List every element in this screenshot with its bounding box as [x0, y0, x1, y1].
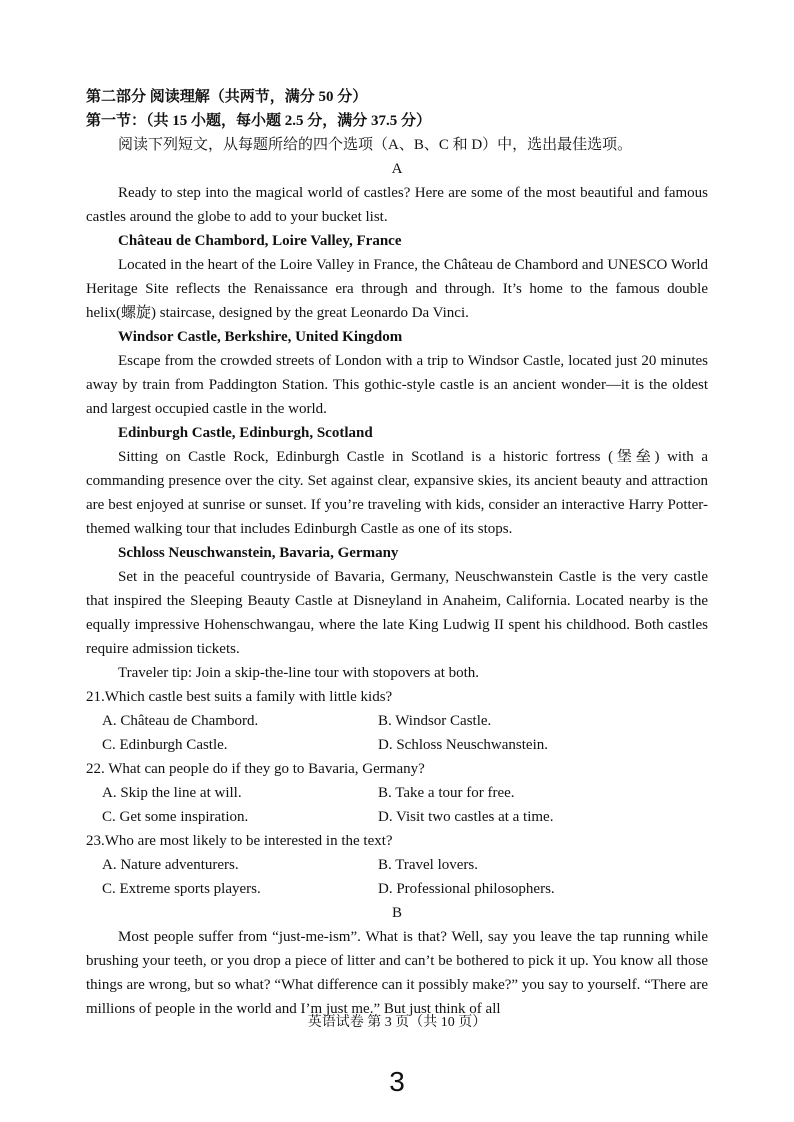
question-22	[86, 757, 708, 829]
option-c: C. Extreme sports players.	[102, 881, 261, 897]
question-options	[86, 781, 708, 829]
option-d: D. Schloss Neuschwanstein.	[378, 737, 548, 753]
question-23	[86, 829, 708, 901]
question-options	[86, 853, 708, 901]
exam-page	[86, 85, 708, 1021]
page-number: 3	[389, 1066, 405, 1097]
castle-heading: Schloss Neuschwanstein, Bavaria, Germany	[118, 545, 399, 561]
castle-text: Escape from the crowded streets of London with a trip to Windsor Castle, located just 20 minutes away by train from Paddington Station. This gothic-style castle is an ancient wonder—it is the oldest and largest occupied castle in the world.	[86, 353, 708, 417]
castle-heading: Château de Chambord, Loire Valley, France	[118, 233, 402, 249]
passage-b-letter: B	[391, 905, 402, 921]
option-d: D. Visit two castles at a time.	[378, 809, 554, 825]
option-d: D. Professional philosophers.	[378, 881, 555, 897]
castle-text: Set in the peaceful countryside of Bavaria, Germany, Neuschwanstein Castle is the very castle that inspired the Sleeping Beauty Castle at Disneyland in Anaheim, California. Located nearby is the equally impressive Hohenschwangau, where the late King Ludwig II spent his childhood. Both castles require admission tickets.	[86, 569, 708, 657]
subsection-title: 第一节：（共 15 小题，每小题 2.5 分，满分 37.5 分）	[86, 113, 432, 129]
castle-heading: Windsor Castle, Berkshire, United Kingdom	[118, 329, 403, 345]
option-a: A. Nature adventurers.	[102, 857, 239, 873]
option-b: B. Travel lovers.	[378, 857, 479, 873]
passage-a-letter: A	[391, 161, 403, 177]
question-21	[86, 685, 708, 757]
question-stem: 23.Who are most likely to be interested in the text?	[86, 833, 393, 849]
question-stem: 22. What can people do if they go to Bavaria, Germany?	[86, 761, 425, 777]
option-c: C. Get some inspiration.	[102, 809, 249, 825]
option-a: A. Château de Chambord.	[102, 713, 259, 729]
question-stem: 21.Which castle best suits a family with little kids?	[86, 689, 393, 705]
question-options	[86, 709, 708, 757]
passage-b-text: Most people suffer from “just-me-ism”. What is that? Well, say you leave the tap running while brushing your teeth, or you drop a piece of litter and can’t be bothered to pick it up. You know all those things are wrong, but so what? “What difference can it possibly make?” you say to yourself. “There are millions of people in the world and I’m just me.” But just think of all	[86, 929, 708, 1017]
option-b: B. Windsor Castle.	[378, 713, 492, 729]
castle-text: Located in the heart of the Loire Valley in France, the Château de Chambord and UNESCO World Heritage Site reflects the Renaissance era through and through. It’s home to the famous double helix(螺旋) staircase, designed by the great Leonardo Da Vinci.	[86, 257, 708, 321]
option-b: B. Take a tour for free.	[378, 785, 515, 801]
passage-a-intro: Ready to step into the magical world of castles? Here are some of the most beautiful and famous castles around the globe to add to your bucket list.	[86, 185, 708, 225]
section-title: 第二部分 阅读理解（共两节，满分 50 分）	[86, 89, 368, 105]
page-footer: 英语试卷 第 3 页（共 10 页）	[307, 1015, 487, 1030]
instruction: 阅读下列短文，从每题所给的四个选项（A、B、C 和 D）中，选出最佳选项。	[118, 137, 633, 153]
option-a: A. Skip the line at will.	[102, 785, 242, 801]
option-c: C. Edinburgh Castle.	[102, 737, 228, 753]
castle-text: Sitting on Castle Rock, Edinburgh Castle in Scotland is a historic fortress (堡垒) with a commanding presence over the city. Set against clear, expansive skies, its ancient beauty and attraction are best enjoyed at sunrise or sunset. If you’re traveling with kids, consider an interactive Harry Potter-themed walking tour that includes Edinburgh Castle as one of its stops.	[86, 449, 708, 537]
castle-heading: Edinburgh Castle, Edinburgh, Scotland	[118, 425, 373, 441]
traveler-tip: Traveler tip: Join a skip-the-line tour with stopovers at both.	[118, 665, 480, 681]
